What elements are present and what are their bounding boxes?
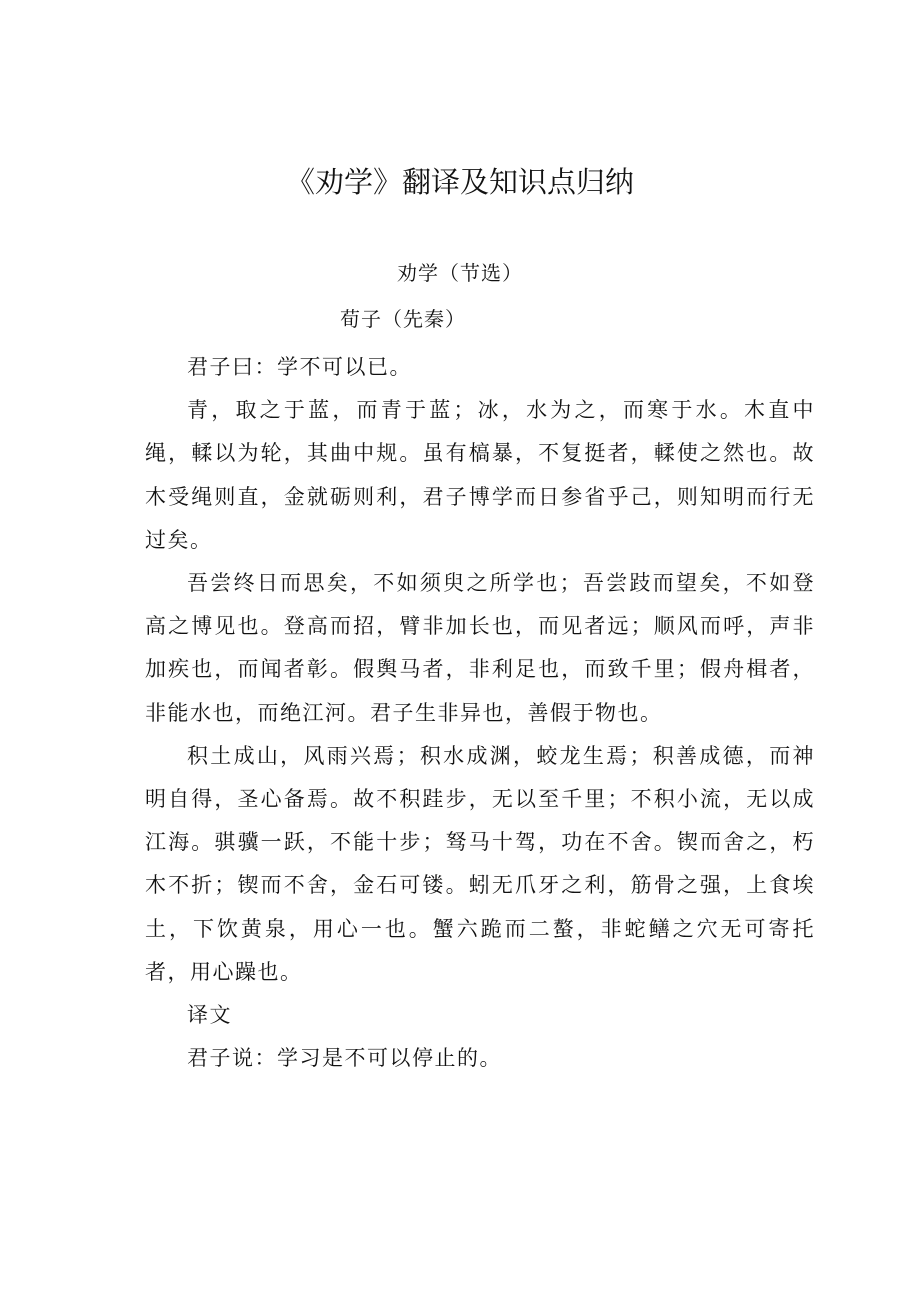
section-heading-translation: 译文 xyxy=(187,1003,232,1028)
paragraph: 吾尝终日而思矣，不如须臾之所学也；吾尝跂而望矣，不如登高之博见也。登高而招，臂非加长也，而见者远；顺风而呼，声非加疾也，而闻者彰。假舆马者，非利足也，而致千里；假舟楫者，非能水也，而绝江河。君子生非异也，善假于物也。 xyxy=(145,571,815,725)
document-title: 《劝学》翻译及知识点归纳 xyxy=(285,165,634,199)
paragraph: 青，取之于蓝，而青于蓝；冰，水为之，而寒于水。木直中绳，輮以为轮，其曲中规。虽有槁暴，不复挺者，輮使之然也。故木受绳则直，金就砺则利，君子博学而日参省乎己，则知明而行无过矣。 xyxy=(145,398,815,552)
paragraph: 积土成山，风雨兴焉；积水成渊，蛟龙生焉；积善成德，而神明自得，圣心备焉。故不积跬步，无以至千里；不积小流，无以成江海。骐骥一跃，不能十步；驽马十驾，功在不舍。锲而舍之，朽木不折；锲而不舍，金石可镂。蚓无爪牙之利，筋骨之强，上食埃土，下饮黄泉，用心一也。蟹六跪而二螯，非蛇鳝之穴无可寄托者，用心躁也。 xyxy=(145,743,815,984)
text-author: 荀子（先秦） xyxy=(340,307,466,331)
paragraph: 君子说：学习是不可以停止的。 xyxy=(187,1046,502,1071)
paragraph: 君子曰：学不可以已。 xyxy=(187,355,412,379)
text-subtitle: 劝学（节选） xyxy=(397,261,523,285)
document-body xyxy=(145,346,815,1080)
